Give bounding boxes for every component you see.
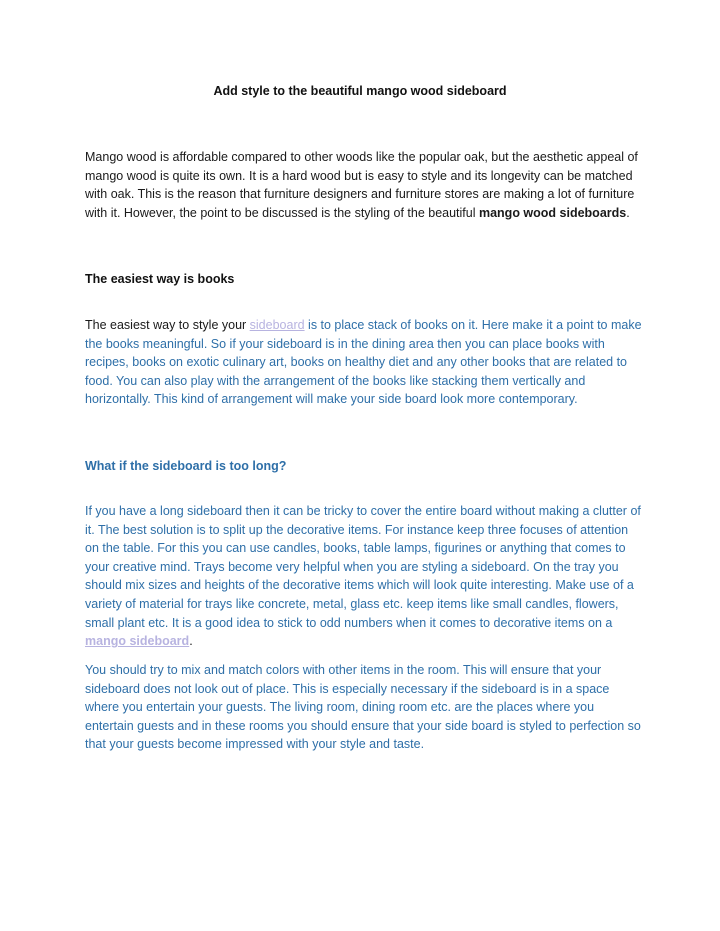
intro-bold-phrase: mango wood sideboards [478, 205, 627, 220]
section-heading-books: The easiest way is books [85, 272, 235, 286]
document-title: Add style to the beautiful mango wood sideboard [213, 84, 507, 98]
books-lead-text: The easiest way to style your [85, 318, 250, 332]
sideboard-link[interactable]: sideboard [249, 318, 305, 332]
intro-text: Mango wood is affordable compared to other woods like the popular oak, but the aesthetic appeal of mango wood is quite its own. It is a hard wood but is easy to style and its longevity can be matched with oak. This is the reason that furniture designers and furniture stores are making a lot of furniture with it. However, the point to be discussed is the styling of the beautiful [85, 150, 638, 220]
intro-paragraph [85, 148, 645, 222]
section-heading-long-sideboard: What if the sideboard is too long? [85, 459, 287, 473]
books-text: is to place stack of books on it. Here make it a point to make the books meaningful. So if your sideboard is in the dining area then you can place books with recipes, books on exotic culinary art, books on healthy diet and any other books that are related to food. You can also play with the arrangement of the books like stacking them vertically and horizontally. This kind of arrangement will make your side board look more contemporary. [85, 318, 642, 407]
long-sideboard-paragraph [85, 502, 645, 651]
intro-end: . [626, 205, 630, 220]
long-sideboard-text: If you have a long sideboard then it can be tricky to cover the entire board without making a clutter of it. The best solution is to split up the decorative items. For instance keep three focuses of attention on the table. For this you can use candles, books, table lamps, figurines or anything that comes to your creative mind. Trays become very helpful when you are styling a sideboard. On the tray you should mix sizes and heights of the decorative items which will look quite interesting. Make use of a variety of material for trays like concrete, metal, glass etc. keep items like small candles, flowers, small plant etc. It is a good idea to stick to odd numbers when it comes to decorative items on a [85, 504, 641, 630]
colors-paragraph: You should try to mix and match colors with other items in the room. This will ensure that your sideboard does not look out of place. This is especially necessary if the sideboard is in a space where you entertain your guests. The living room, dining room etc. are the places where you entertain guests and in these rooms you should ensure that your side board is styled to perfection so that your guests become impressed with your style and taste. [85, 663, 641, 752]
long-sideboard-end: . [189, 634, 193, 649]
books-paragraph [85, 316, 645, 409]
mango-sideboard-link[interactable]: mango sideboard [85, 634, 190, 649]
